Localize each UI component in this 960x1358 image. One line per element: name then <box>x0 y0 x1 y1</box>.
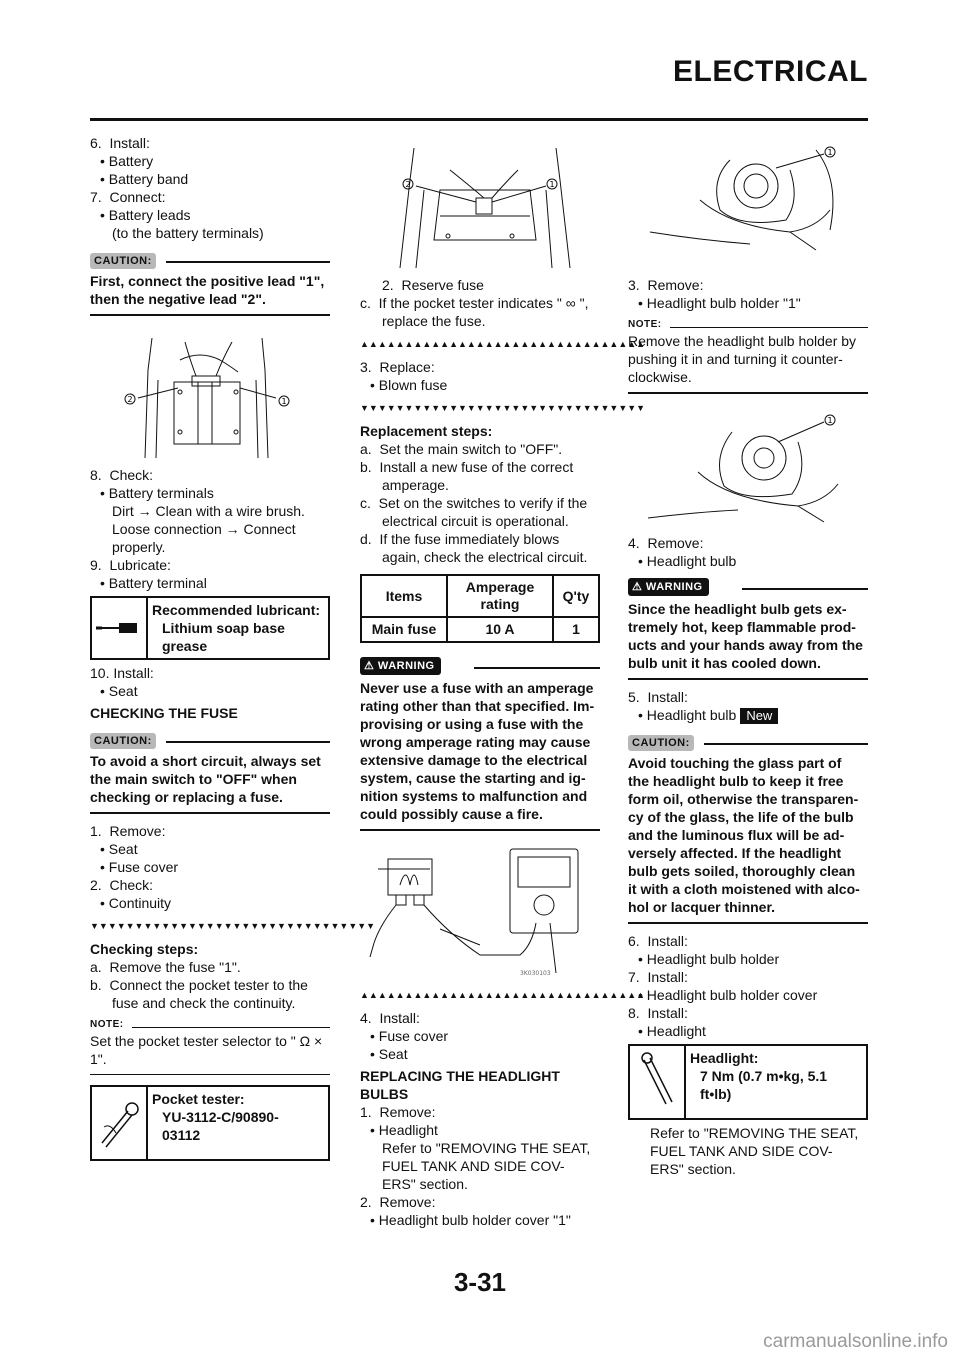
steps-end-marker: ▲▲▲▲▲▲▲▲▲▲▲▲▲▲▲▲▲▲▲▲▲▲▲▲▲▲▲▲▲▲▲▲ <box>360 339 646 349</box>
step-text: 8. Check: <box>90 467 154 483</box>
warning-text: ucts and your hands away from the <box>628 637 863 653</box>
warning-triangle-icon: ⚠ <box>364 660 378 672</box>
spec-value: ft•lb) <box>700 1086 732 1102</box>
step-text: 6. Install: <box>628 933 688 949</box>
step-text: • Headlight <box>370 1122 438 1138</box>
figure-code: 3K030103 <box>520 970 551 977</box>
headlight-bulb-figure <box>628 402 868 530</box>
warning-text: Since the headlight bulb gets ex- <box>628 601 847 617</box>
fuse-spec-table <box>360 574 600 643</box>
step-text: • Headlight bulb New <box>628 706 868 724</box>
note-end-rule <box>628 392 868 394</box>
step-text: a. Remove the fuse "1". <box>90 959 241 975</box>
step-text: properly. <box>112 539 166 555</box>
column-3 <box>628 276 868 1178</box>
caution-header <box>628 732 868 750</box>
caution-label: CAUTION: <box>90 253 156 269</box>
step-text: b. Install a new fuse of the correct <box>360 459 574 475</box>
fuse-tester-illustration <box>360 845 600 981</box>
step-text: Refer to "REMOVING THE SEAT, <box>382 1140 591 1156</box>
caution-text: hol or lacquer thinner. <box>628 899 776 915</box>
table-cell: Main fuse <box>361 617 447 642</box>
callout-1: 1 <box>549 180 555 189</box>
caution-end-rule <box>90 314 330 316</box>
headlight-holder-cover-illustration <box>640 140 850 270</box>
step-text: replace the fuse. <box>382 313 486 329</box>
step-text: • Fuse cover <box>370 1028 449 1044</box>
warning-text: nition systems to malfunction and <box>360 788 588 804</box>
caution-text: First, connect the positive lead "1", <box>90 273 325 289</box>
caution-end-rule <box>628 922 868 924</box>
step-text: • Headlight bulb holder cover "1" <box>370 1212 571 1228</box>
callout-1: 1 <box>281 397 287 406</box>
step-text: Loose connection → Connect <box>112 521 296 537</box>
table-cell: 10 A <box>447 617 553 642</box>
spec-label: Recommended lubricant: <box>152 602 321 618</box>
caution-text: To avoid a short circuit, always set <box>90 753 321 769</box>
step-text: • Seat <box>370 1046 408 1062</box>
step-text: • Seat <box>100 683 138 699</box>
fuse-location-figure <box>380 140 590 270</box>
caution-text: then the negative lead "2". <box>90 291 266 307</box>
headlight-bulb-illustration <box>628 402 868 530</box>
table-cell: 1 <box>553 617 599 642</box>
step-text: ERS" section. <box>650 1161 736 1177</box>
header-rule <box>90 118 868 121</box>
caution-text: bulb gets soiled, thoroughly clean <box>628 863 856 879</box>
caution-label: CAUTION: <box>628 735 694 751</box>
note-text: pushing it in and turning it counter- <box>628 351 843 367</box>
grease-gun-icon <box>92 598 148 658</box>
caution-text: checking or replacing a fuse. <box>90 789 283 805</box>
tester-spec-box <box>90 1085 330 1161</box>
step-text: 8. Install: <box>628 1005 688 1021</box>
warning-text: system, cause the starting and ig- <box>360 770 586 786</box>
step-text: • Battery terminals <box>100 485 214 501</box>
step-text: 7. Install: <box>628 969 688 985</box>
step-text: 10. Install: <box>90 665 154 681</box>
spec-value: grease <box>162 638 208 654</box>
step-text: ERS" section. <box>382 1176 468 1192</box>
note-text: 1". <box>90 1051 107 1067</box>
step-text: 3. Remove: <box>628 277 704 293</box>
new-part-badge: New <box>740 708 778 724</box>
step-text: 4. Remove: <box>628 535 704 551</box>
warning-end-rule <box>360 829 600 831</box>
torque-spec-box <box>628 1044 868 1120</box>
step-text: 1. Remove: <box>360 1104 436 1120</box>
caution-text: versely affected. If the headlight <box>628 845 842 861</box>
steps-title: Replacement steps: <box>360 423 493 439</box>
battery-figure <box>90 330 330 460</box>
warning-text: Never use a fuse with an amperage <box>360 680 594 696</box>
step-text: • Continuity <box>100 895 172 911</box>
caution-text: Avoid touching the glass part of <box>628 755 842 771</box>
note-end-rule <box>90 1074 330 1075</box>
step-text: a. Set the main switch to "OFF". <box>360 441 563 457</box>
note-text: Set the pocket tester selector to " Ω × <box>90 1033 323 1049</box>
note-label: NOTE: <box>90 1019 124 1030</box>
callout-1: 1 <box>827 416 833 425</box>
step-text: • Headlight <box>638 1023 706 1039</box>
warning-triangle-icon: ⚠ <box>632 581 646 593</box>
caution-text: the main switch to "OFF" when <box>90 771 297 787</box>
callout-1: 1 <box>827 148 833 157</box>
lubricant-spec-box <box>90 596 330 660</box>
step-text: • Battery terminal <box>100 575 207 591</box>
step-text: 3. Replace: <box>360 359 435 375</box>
note-header <box>90 1018 330 1032</box>
steps-start-marker: ▼▼▼▼▼▼▼▼▼▼▼▼▼▼▼▼▼▼▼▼▼▼▼▼▼▼▼▼▼▼▼▼ <box>90 921 376 931</box>
step-text: • Fuse cover <box>100 859 179 875</box>
step-text: Refer to "REMOVING THE SEAT, <box>650 1125 859 1141</box>
step-text: • Battery band <box>100 171 189 187</box>
warning-text: provising or using a fuse with the <box>360 716 584 732</box>
wrench-icon <box>92 1087 148 1159</box>
step-text: FUEL TANK AND SIDE COV- <box>650 1143 833 1159</box>
caution-text: cy of the glass, the life of the bulb <box>628 809 854 825</box>
caution-header <box>90 730 330 748</box>
warning-text: tremely hot, keep flammable prod- <box>628 619 856 635</box>
step-text: • Battery leads <box>100 207 191 223</box>
step-text: • Headlight bulb <box>638 553 737 569</box>
table-header: Items <box>361 575 447 617</box>
step-text: • Headlight bulb holder cover <box>638 987 818 1003</box>
step-text: again, check the electrical circuit. <box>382 549 588 565</box>
callout-2: 2 <box>405 180 411 189</box>
spec-label: Pocket tester: <box>152 1091 245 1107</box>
table-header: Q'ty <box>553 575 599 617</box>
callout-2: 2 <box>127 395 133 404</box>
note-label: NOTE: <box>628 319 662 330</box>
step-text: c. If the pocket tester indicates " ∞ ", <box>360 295 589 311</box>
warning-text: rating other than that specified. Im- <box>360 698 595 714</box>
section-heading: REPLACING THE HEADLIGHT <box>360 1068 560 1084</box>
warning-header <box>360 655 600 675</box>
battery-illustration <box>90 330 330 460</box>
step-text: • Headlight bulb holder <box>638 951 780 967</box>
caution-text: it with a cloth moistened with alco- <box>628 881 860 897</box>
step-text: 4. Install: <box>360 1010 420 1026</box>
step-text: 9. Lubricate: <box>90 557 171 573</box>
step-text: d. If the fuse immediately blows <box>360 531 560 547</box>
steps-title: Checking steps: <box>90 941 199 957</box>
section-title: ELECTRICAL <box>673 55 868 88</box>
table-header: Amperage rating <box>447 575 553 617</box>
warning-text: could possibly cause a fire. <box>360 806 543 822</box>
caution-text: form oil, otherwise the transparen- <box>628 791 859 807</box>
warning-text: bulb unit it has cooled down. <box>628 655 821 671</box>
spec-value: 03112 <box>162 1127 201 1143</box>
step-text: • Seat <box>100 841 138 857</box>
section-heading: CHECKING THE FUSE <box>90 705 238 721</box>
warning-end-rule <box>628 678 868 680</box>
headlight-holder-cover-figure <box>640 140 850 270</box>
spec-value: 7 Nm (0.7 m•kg, 5.1 <box>700 1068 828 1084</box>
step-text: (to the battery terminals) <box>112 225 264 241</box>
caution-text: and the luminous flux will be ad- <box>628 827 845 843</box>
step-text: • Blown fuse <box>370 377 448 393</box>
note-text: Remove the headlight bulb holder by <box>628 333 857 349</box>
warning-text: extensive damage to the electrical <box>360 752 588 768</box>
caution-label: CAUTION: <box>90 733 156 749</box>
step-text: Dirt → Clean with a wire brush. <box>112 503 305 519</box>
step-text: 2. Reserve fuse <box>382 277 484 293</box>
step-text: 2. Remove: <box>360 1194 436 1210</box>
step-text: 2. Check: <box>90 877 154 893</box>
step-text: 5. Install: <box>628 689 688 705</box>
fuse-location-illustration <box>380 140 590 270</box>
step-text: electrical circuit is operational. <box>382 513 569 529</box>
steps-end-marker: ▲▲▲▲▲▲▲▲▲▲▲▲▲▲▲▲▲▲▲▲▲▲▲▲▲▲▲▲▲▲▲▲ <box>360 990 646 1000</box>
step-text: 6. Install: <box>90 135 150 151</box>
steps-start-marker: ▼▼▼▼▼▼▼▼▼▼▼▼▼▼▼▼▼▼▼▼▼▼▼▼▼▼▼▼▼▼▼▼ <box>360 403 646 413</box>
spec-label: Headlight: <box>690 1050 759 1066</box>
step-text: 1. Remove: <box>90 823 166 839</box>
step-text: fuse and check the continuity. <box>112 995 296 1011</box>
note-header <box>628 318 868 332</box>
caution-end-rule <box>90 812 330 814</box>
column-1 <box>90 134 376 1161</box>
step-text: • Battery <box>100 153 154 169</box>
warning-badge: ⚠ WARNING <box>628 578 709 596</box>
warning-text: wrong amperage rating may cause <box>360 734 591 750</box>
caution-header <box>90 250 330 268</box>
torque-wrench-icon <box>630 1046 686 1118</box>
spec-value: YU-3112-C/90890- <box>162 1109 279 1125</box>
step-text: FUEL TANK AND SIDE COV- <box>382 1158 565 1174</box>
fuse-tester-figure <box>360 845 600 981</box>
note-text: clockwise. <box>628 369 692 385</box>
step-text: amperage. <box>382 477 449 493</box>
caution-text: the headlight bulb to keep it free <box>628 773 844 789</box>
step-text: b. Connect the pocket tester to the <box>90 977 308 993</box>
warning-badge: ⚠ WARNING <box>360 657 441 675</box>
page-number: 3-31 <box>453 1267 507 1297</box>
spec-value: Lithium soap base <box>162 620 285 636</box>
watermark: carmanualsonline.info <box>763 1331 948 1352</box>
section-heading: BULBS <box>360 1086 409 1102</box>
step-text: c. Set on the switches to verify if the <box>360 495 588 511</box>
step-text: 7. Connect: <box>90 189 166 205</box>
warning-header <box>628 576 868 596</box>
step-text: • Headlight bulb holder "1" <box>638 295 801 311</box>
